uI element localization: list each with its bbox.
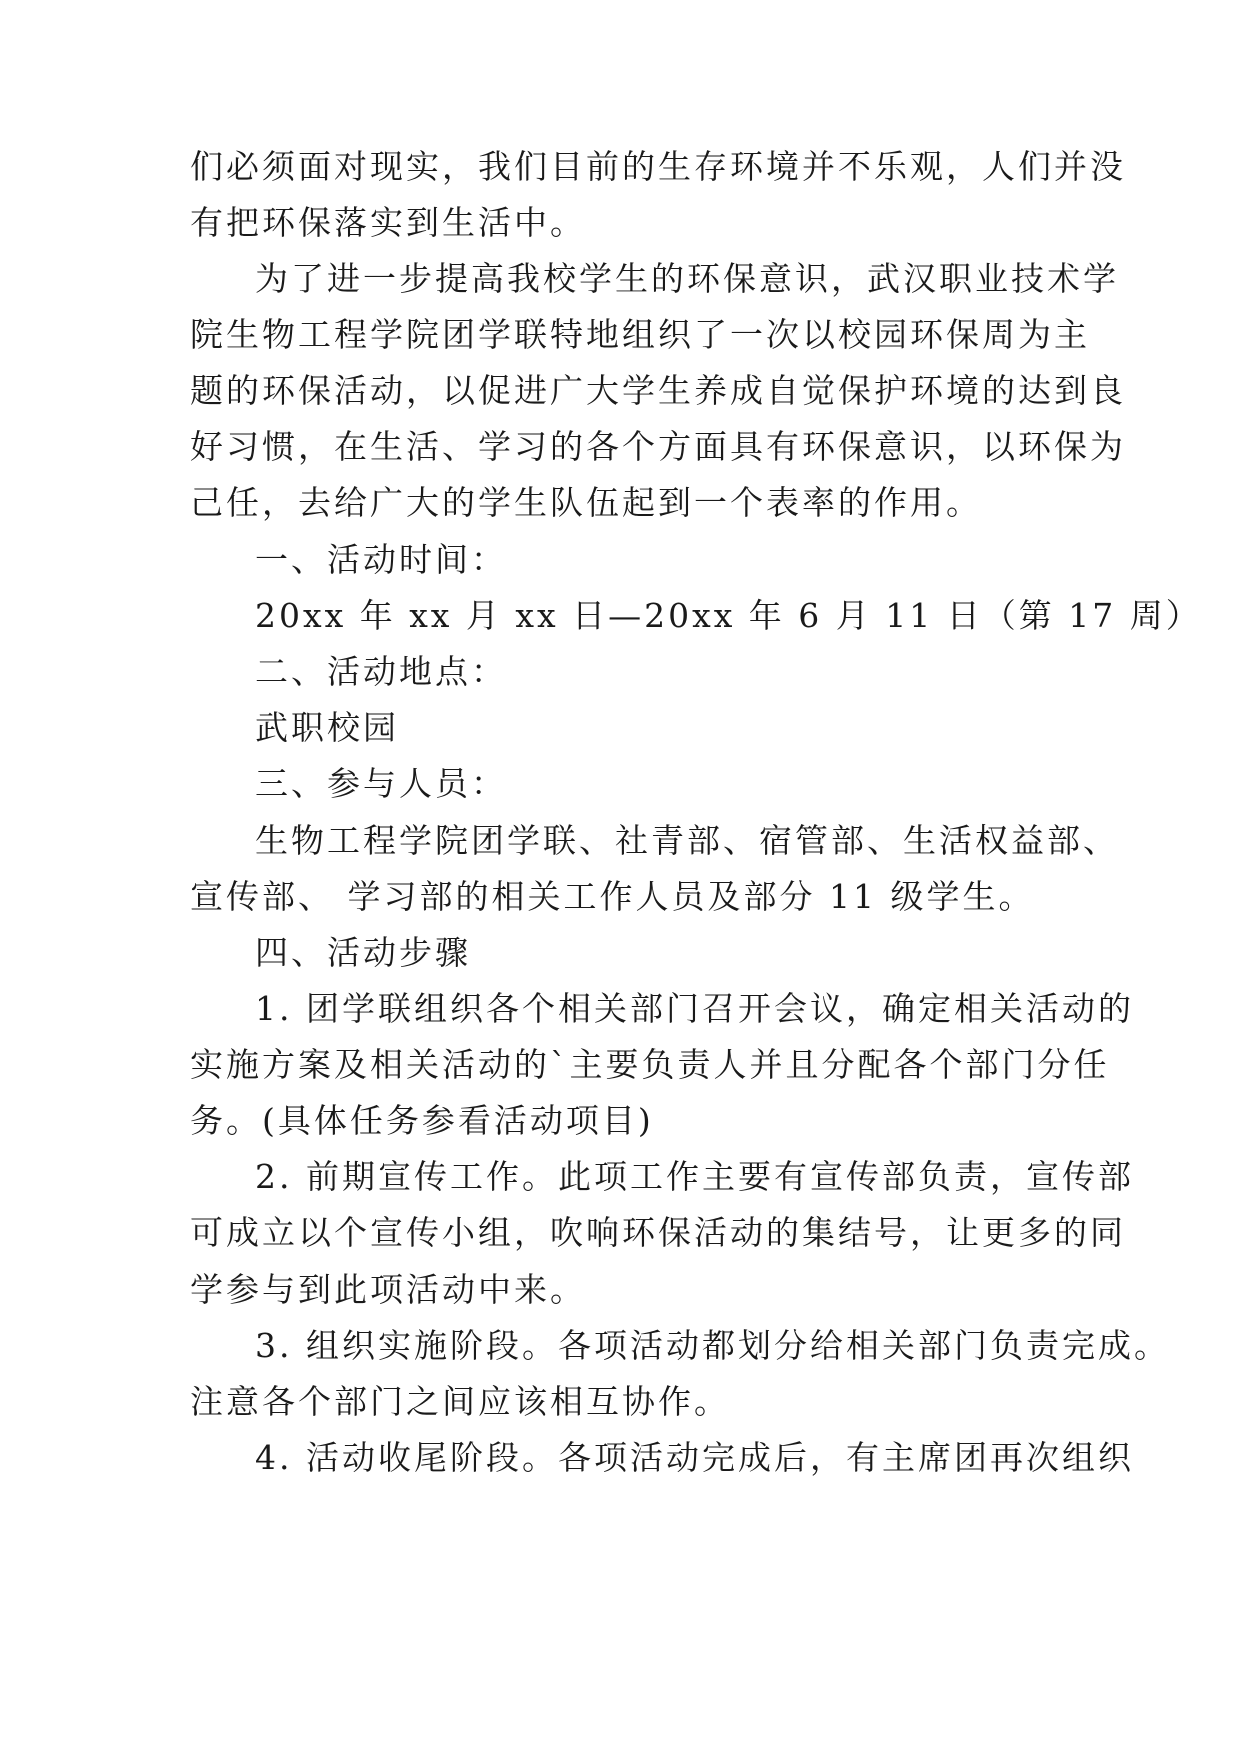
- text-line: 院生物工程学院团学联特地组织了一次以校园环保周为主: [190, 315, 1090, 354]
- text-line: 有把环保落实到生活中。: [190, 203, 586, 242]
- text-line: 注意各个部门之间应该相互协作。: [190, 1382, 730, 1421]
- text-line: 题的环保活动，以促进广大学生养成自觉保护环境的达到良: [190, 371, 1126, 410]
- text-line: 武职校园: [255, 708, 399, 747]
- text-line: 4. 活动收尾阶段。各项活动完成后，有主席团再次组织: [255, 1438, 1134, 1477]
- text-line: 生物工程学院团学联、社青部、宿管部、生活权益部、: [255, 821, 1119, 860]
- text-line: 己任，去给广大的学生队伍起到一个表率的作用。: [190, 483, 982, 522]
- text-line: 好习惯，在生活、学习的各个方面具有环保意识，以环保为: [190, 427, 1126, 466]
- text-line: 实施方案及相关活动的`主要负责人并且分配各个部门分任: [190, 1045, 1110, 1084]
- section-heading: 一、活动时间：: [255, 540, 507, 579]
- text-line: 1. 团学联组织各个相关部门召开会议，确定相关活动的: [255, 989, 1134, 1028]
- text-line: 为了进一步提高我校学生的环保意识，武汉职业技术学: [255, 259, 1119, 298]
- text-line: 3. 组织实施阶段。各项活动都划分给相关部门负责完成。: [255, 1326, 1170, 1365]
- section-heading: 二、活动地点：: [255, 652, 507, 691]
- section-heading: 三、参与人员：: [255, 764, 507, 803]
- text-line: 学参与到此项活动中来。: [190, 1270, 586, 1309]
- section-heading: 四、活动步骤: [255, 933, 471, 972]
- text-line: 2. 前期宣传工作。此项工作主要有宣传部负责，宣传部: [255, 1157, 1134, 1196]
- text-line: 务。(具体任务参看活动项目): [190, 1101, 654, 1140]
- text-line: 宣传部、 学习部的相关工作人员及部分 11 级学生。: [190, 877, 1035, 916]
- text-line: 20xx 年 xx 月 xx 日—20xx 年 6 月 11 日（第 17 周）: [255, 596, 1202, 635]
- text-line: 可成立以个宣传小组，吹响环保活动的集结号，让更多的同: [190, 1213, 1126, 1252]
- text-line: 们必须面对现实，我们目前的生存环境并不乐观，人们并没: [190, 147, 1126, 186]
